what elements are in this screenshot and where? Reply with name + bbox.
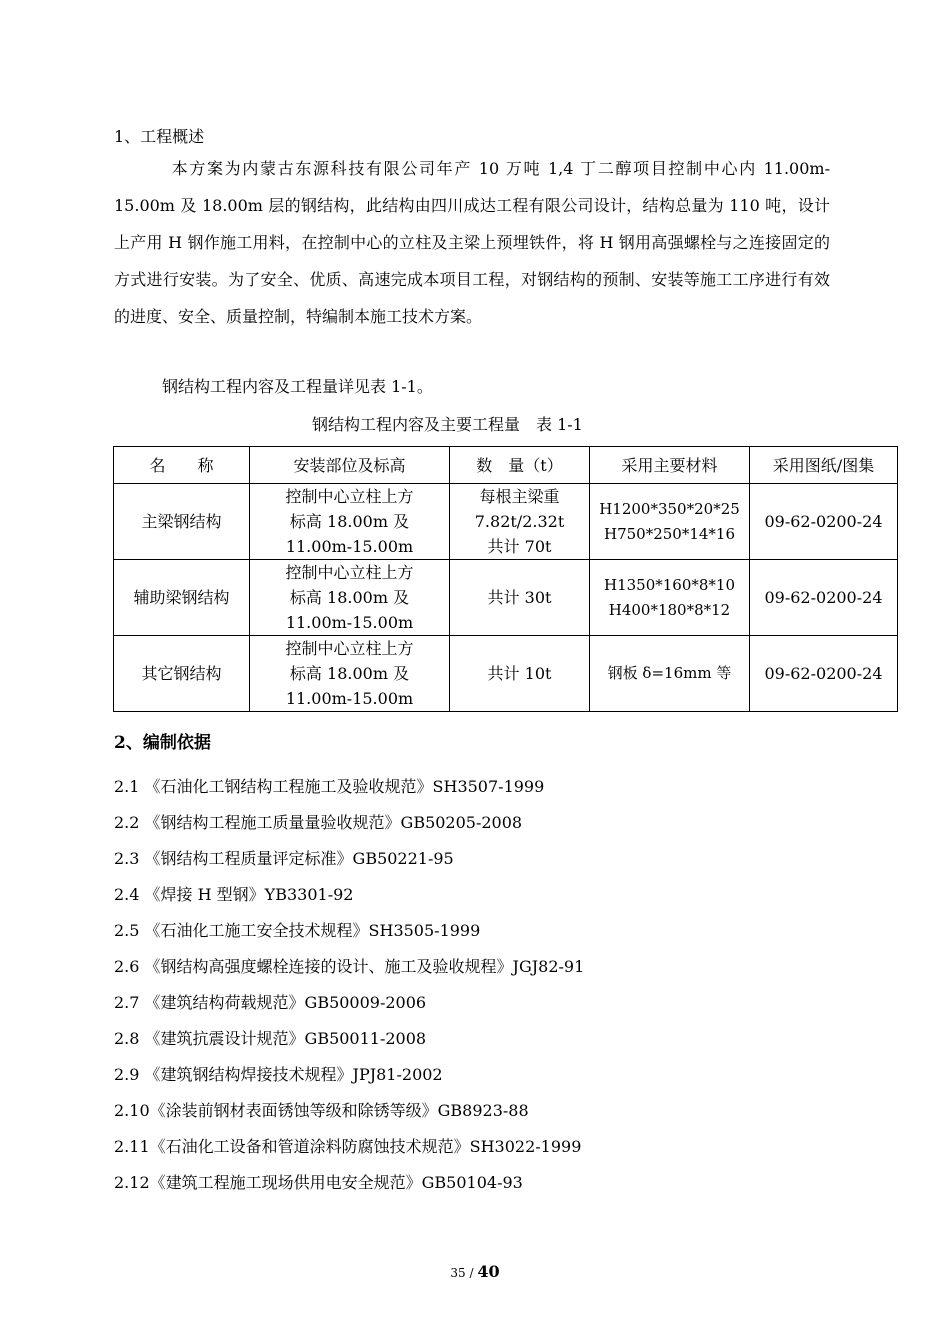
cell-line: 每根主梁重 (479, 487, 560, 506)
cell-line: H1350*160*8*10 (603, 575, 735, 594)
cell-line: 共计 30t (487, 588, 552, 607)
cell-name: 主梁钢结构 (114, 484, 250, 560)
cell-line: 7.82t/2.32t (474, 512, 565, 531)
cell-drawing: 09-62-0200-24 (750, 560, 898, 636)
header-drawing: 采用图纸/图集 (750, 447, 898, 484)
cell-line: 标高 18.00m 及 (289, 664, 410, 683)
header-quantity: 数 量（t） (450, 447, 590, 484)
reference-item: 2.8 《建筑抗震设计规范》GB50011-2008 (114, 1029, 427, 1048)
table-row (114, 636, 898, 712)
cell-line: H750*250*14*16 (603, 524, 735, 543)
steel-structure-table (113, 446, 898, 712)
cell-line: 11.00m-15.00m (285, 613, 414, 632)
table-row (114, 484, 898, 560)
cell-line: 标高 18.00m 及 (289, 512, 410, 531)
cell-name: 其它钢结构 (114, 636, 250, 712)
reference-item: 2.3 《钢结构工程质量评定标准》GB50221-95 (114, 849, 454, 868)
cell-drawing: 09-62-0200-24 (750, 636, 898, 712)
cell-drawing: 09-62-0200-24 (750, 484, 898, 560)
reference-item: 2.12《建筑工程施工现场供用电安全规范》GB50104-93 (114, 1173, 523, 1192)
page-current: 35 (450, 1266, 466, 1280)
cell-line: 11.00m-15.00m (285, 689, 414, 708)
table-row (114, 560, 898, 636)
reference-item: 2.6 《钢结构高强度螺栓连接的设计、施工及验收规程》JGJ82-91 (114, 957, 585, 976)
page-number (0, 1262, 950, 1281)
reference-item: 2.5 《石油化工施工安全技术规程》SH3505-1999 (114, 921, 481, 940)
cell-line: 钢板 δ=16mm 等 (607, 664, 732, 682)
cell-location (250, 636, 450, 712)
cell-line: H400*180*8*12 (608, 600, 731, 619)
cell-location (250, 560, 450, 636)
reference-item: 2.4 《焊接 H 型钢》YB3301-92 (114, 885, 354, 904)
cell-location (250, 484, 450, 560)
header-name: 名 称 (114, 447, 250, 484)
cell-quantity (450, 560, 590, 636)
reference-item: 2.11《石油化工设备和管道涂料防腐蚀技术规范》SH3022-1999 (114, 1137, 582, 1156)
cell-quantity (450, 636, 590, 712)
cell-material (590, 560, 750, 636)
cell-line: 11.00m-15.00m (285, 537, 414, 556)
reference-item: 2.1 《石油化工钢结构工程施工及验收规范》SH3507-1999 (114, 777, 545, 796)
cell-name: 辅助梁钢结构 (114, 560, 250, 636)
reference-item: 2.2 《钢结构工程施工质量量验收规范》GB50205-2008 (114, 813, 523, 832)
section-1-paragraph (114, 150, 830, 335)
section-2-heading: 2、编制依据 (114, 733, 211, 753)
header-location: 安装部位及标高 (250, 447, 450, 484)
page-total: 40 (477, 1262, 500, 1281)
section-1-heading: 1、工程概述 (114, 127, 205, 146)
cell-line: H1200*350*20*25 (599, 499, 740, 518)
cell-line: 控制中心立柱上方 (285, 639, 414, 658)
reference-item: 2.10《涂装前钢材表面锈蚀等级和除锈等级》GB8923-88 (114, 1101, 529, 1120)
section-1-paragraph-text: 本方案为内蒙古东源科技有限公司年产 10 万吨 1,4 丁二醇项目控制中心内 11.00m-15.00m 及 18.00m 层的钢结构，此结构由四川成达工程有限公司设计，结构总量为 110 吨，设计上产用 H 钢作施工用料，在控制中心的立柱及主梁上预埋铁件，将 H 钢用高强螺栓与之连接固定的方式进行安装。为了安全、优质、高速完成本项目工程，对钢结构的预制、安装等施工工序进行有效的进度、安全、质量控制，特编制本施工技术方案。 (114, 159, 830, 326)
table-reference-line: 钢结构工程内容及工程量详见表 1-1。 (162, 377, 433, 396)
table-caption: 钢结构工程内容及主要工程量 表 1-1 (312, 415, 583, 434)
table-header-row (114, 447, 898, 484)
page-separator: / (465, 1266, 478, 1280)
cell-material (590, 484, 750, 560)
cell-quantity (450, 484, 590, 560)
cell-line: 共计 70t (487, 537, 552, 556)
header-material: 采用主要材料 (590, 447, 750, 484)
cell-line: 控制中心立柱上方 (285, 487, 414, 506)
cell-line: 标高 18.00m 及 (289, 588, 410, 607)
reference-list (114, 774, 584, 1206)
reference-item: 2.7 《建筑结构荷载规范》GB50009-2006 (114, 993, 427, 1012)
cell-line: 控制中心立柱上方 (285, 563, 414, 582)
reference-item: 2.9 《建筑钢结构焊接技术规程》JPJ81-2002 (114, 1065, 443, 1084)
cell-line: 共计 10t (487, 664, 552, 683)
cell-material (590, 636, 750, 712)
